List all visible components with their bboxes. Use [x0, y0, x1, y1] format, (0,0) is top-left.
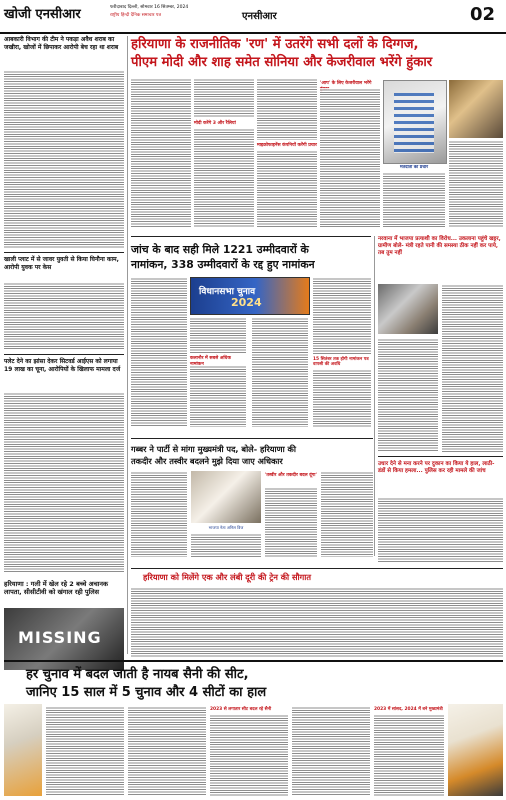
- bottom-story: [4, 660, 503, 798]
- nayab-saini-photo-right: [448, 704, 503, 796]
- story-body: [265, 487, 317, 557]
- left-bottom-story: [4, 580, 124, 670]
- section-title: एनसीआर: [242, 11, 277, 22]
- sub-heading: 2023 में सांसद, 2024 में बने मुख्यमंत्री: [374, 707, 443, 712]
- story-body: [194, 78, 254, 118]
- sub-heading: माइक्रोफाइनेंस कंपनियों करेंगी प्रचार: [257, 143, 317, 148]
- story-body: [313, 369, 371, 427]
- story-body: [190, 365, 246, 427]
- story-body: [190, 317, 246, 353]
- story-body: [131, 78, 191, 228]
- banner-year: 2024: [231, 296, 262, 309]
- dateline: फरीदाबाद दिल्ली, सोमवार 16 सितम्बर, 2024: [110, 5, 189, 10]
- story-body: [378, 338, 438, 452]
- story-body: [4, 392, 124, 572]
- subline: राष्ट्रीय हिन्दी दैनिक समाचार पत्र: [110, 13, 161, 18]
- right-top-story: [378, 236, 503, 456]
- story-body: [131, 471, 187, 557]
- brand-name: खोजी एनसीआर: [4, 7, 81, 22]
- story-body: [320, 88, 380, 228]
- story-body: [210, 714, 288, 796]
- sub-heading: 2023 से लगातार सीट बदल रहे सैनी: [210, 707, 272, 712]
- story-body: [194, 128, 254, 228]
- bottom-headline: जानिए 15 साल में 5 चुनाव और 4 सीटों का हाल: [26, 685, 267, 700]
- strip-headline: हरियाणा को मिलेंगे एक और लंबी दूरी की ट्रेन की सौगात: [143, 572, 312, 582]
- evm-buttons: [394, 93, 434, 153]
- sub-heading: मोदी करेंगे 3 और रैलियां: [194, 121, 236, 126]
- gabbar-story: [131, 438, 373, 559]
- story-title: उधार देने से मना करने पर दुकान का किया ये हाल, लाठी- डंडों से किया हमला... पुलिस कर रही मामले की जांच: [378, 461, 495, 474]
- bottom-headline: हर चुनाव में बदल जाती है नायब सैनी की सीट,: [26, 667, 249, 682]
- gabbar-headline: तकदीर और तस्वीर बदलने मुझे दिया जाए अधिकार: [131, 456, 283, 466]
- story-body: [257, 150, 317, 228]
- election-banner: [190, 277, 310, 315]
- story-body: [131, 277, 187, 427]
- story-body: [46, 706, 124, 796]
- lead-story: [131, 36, 503, 236]
- story-body: [131, 587, 503, 657]
- missing-label: MISSING: [18, 628, 102, 647]
- sub-heading: कलानौर में सबसे अधिक: [190, 356, 231, 361]
- story-title: हरियाणा : गली में खेल रहे 2 बच्चे अचानक लापता, सीसीटीवी को खंगाल रही पुलिस: [4, 580, 108, 596]
- story-body: [442, 284, 503, 452]
- right-mid-story: [378, 456, 503, 567]
- sub-heading: 15 सितंबर तक होगी नामांकन पत्र वापसी की अवधि: [313, 357, 369, 367]
- story-body: [374, 714, 444, 796]
- train-strip: [131, 568, 503, 659]
- divider: [4, 252, 124, 253]
- sub-heading: 'आप' के लिए केजरीवाल भरेंगे: [320, 81, 372, 86]
- column-divider: [127, 36, 128, 654]
- story-body: [383, 172, 445, 228]
- lead-headline: हरियाणा के राजनीतिक 'रण' में उतरेंगे सभी दलों के दिग्गज,: [131, 37, 419, 52]
- masthead: [0, 0, 506, 34]
- banner-text: विधानसभा चुनाव: [199, 287, 256, 297]
- evm-photo: [383, 80, 447, 164]
- story-photo: [378, 284, 438, 334]
- story-body: [4, 282, 124, 350]
- story-body: [292, 706, 370, 796]
- story-body: [128, 706, 206, 796]
- story-body: [257, 78, 317, 140]
- divider: [4, 354, 124, 355]
- lead-headline: पीएम मोदी और शाह समेत सोनिया और केजरीवाल भरेंगे हुंकार: [131, 55, 433, 70]
- story-body: [313, 277, 371, 355]
- story-title: खाली प्लाट में से जावर युवती से किया घिनौना काम, आरोपी युवक पर केस: [4, 256, 119, 271]
- center-story: [131, 236, 371, 437]
- story-body: [321, 471, 373, 557]
- voter-photo: [449, 80, 503, 138]
- story-body: [252, 317, 308, 427]
- story-title: पलेट देने का झांसा देकर सिटवर्ड आईएस को लगाया 19 लाख का चूना, आरोपियों के खिलाफ मामला दर्ज: [4, 358, 121, 373]
- photo-caption: मतदाता का प्रचार: [399, 165, 429, 170]
- center-headline: जांच के बाद सही मिले 1221 उम्मीदवारों के: [131, 243, 309, 256]
- story-title: आबकारी विभाग की टीम ने पकड़ा अवैध शराब का जखीरा, खोजों में छिपाकर आरोपी बेच रहा था शराब: [4, 36, 119, 51]
- story-title: नरवाना में भाजपा प्रत्याशी का विरोध... उकलाना पहुंचे खट्टर, ग्रामीण बोले- मंत्री रहते पानी की समस्या ठीक नहीं कर पाये, तब तुम नहीं: [378, 236, 501, 256]
- photo-caption: भाजपा नेता अनिल विज: [208, 525, 244, 530]
- anil-vij-photo: [191, 471, 261, 523]
- story-body: [191, 533, 261, 557]
- sub-heading: 'तस्वीर और तकदीर बदल दूंगा': [265, 473, 317, 478]
- left-column: [4, 36, 124, 576]
- nayab-saini-photo-left: [4, 704, 42, 796]
- gabbar-headline: गब्बर ने पार्टी से मांगा मुख्यमंत्री पद, बोले- हरियाणा की: [131, 444, 296, 454]
- story-body: [4, 70, 124, 248]
- page-number: 02: [470, 4, 496, 25]
- story-body: [378, 497, 503, 563]
- center-headline: नामांकन, 338 उम्मीदवारों के रद्द हुए नामांकन: [131, 258, 315, 271]
- column-divider: [374, 236, 375, 556]
- story-body: [449, 140, 503, 228]
